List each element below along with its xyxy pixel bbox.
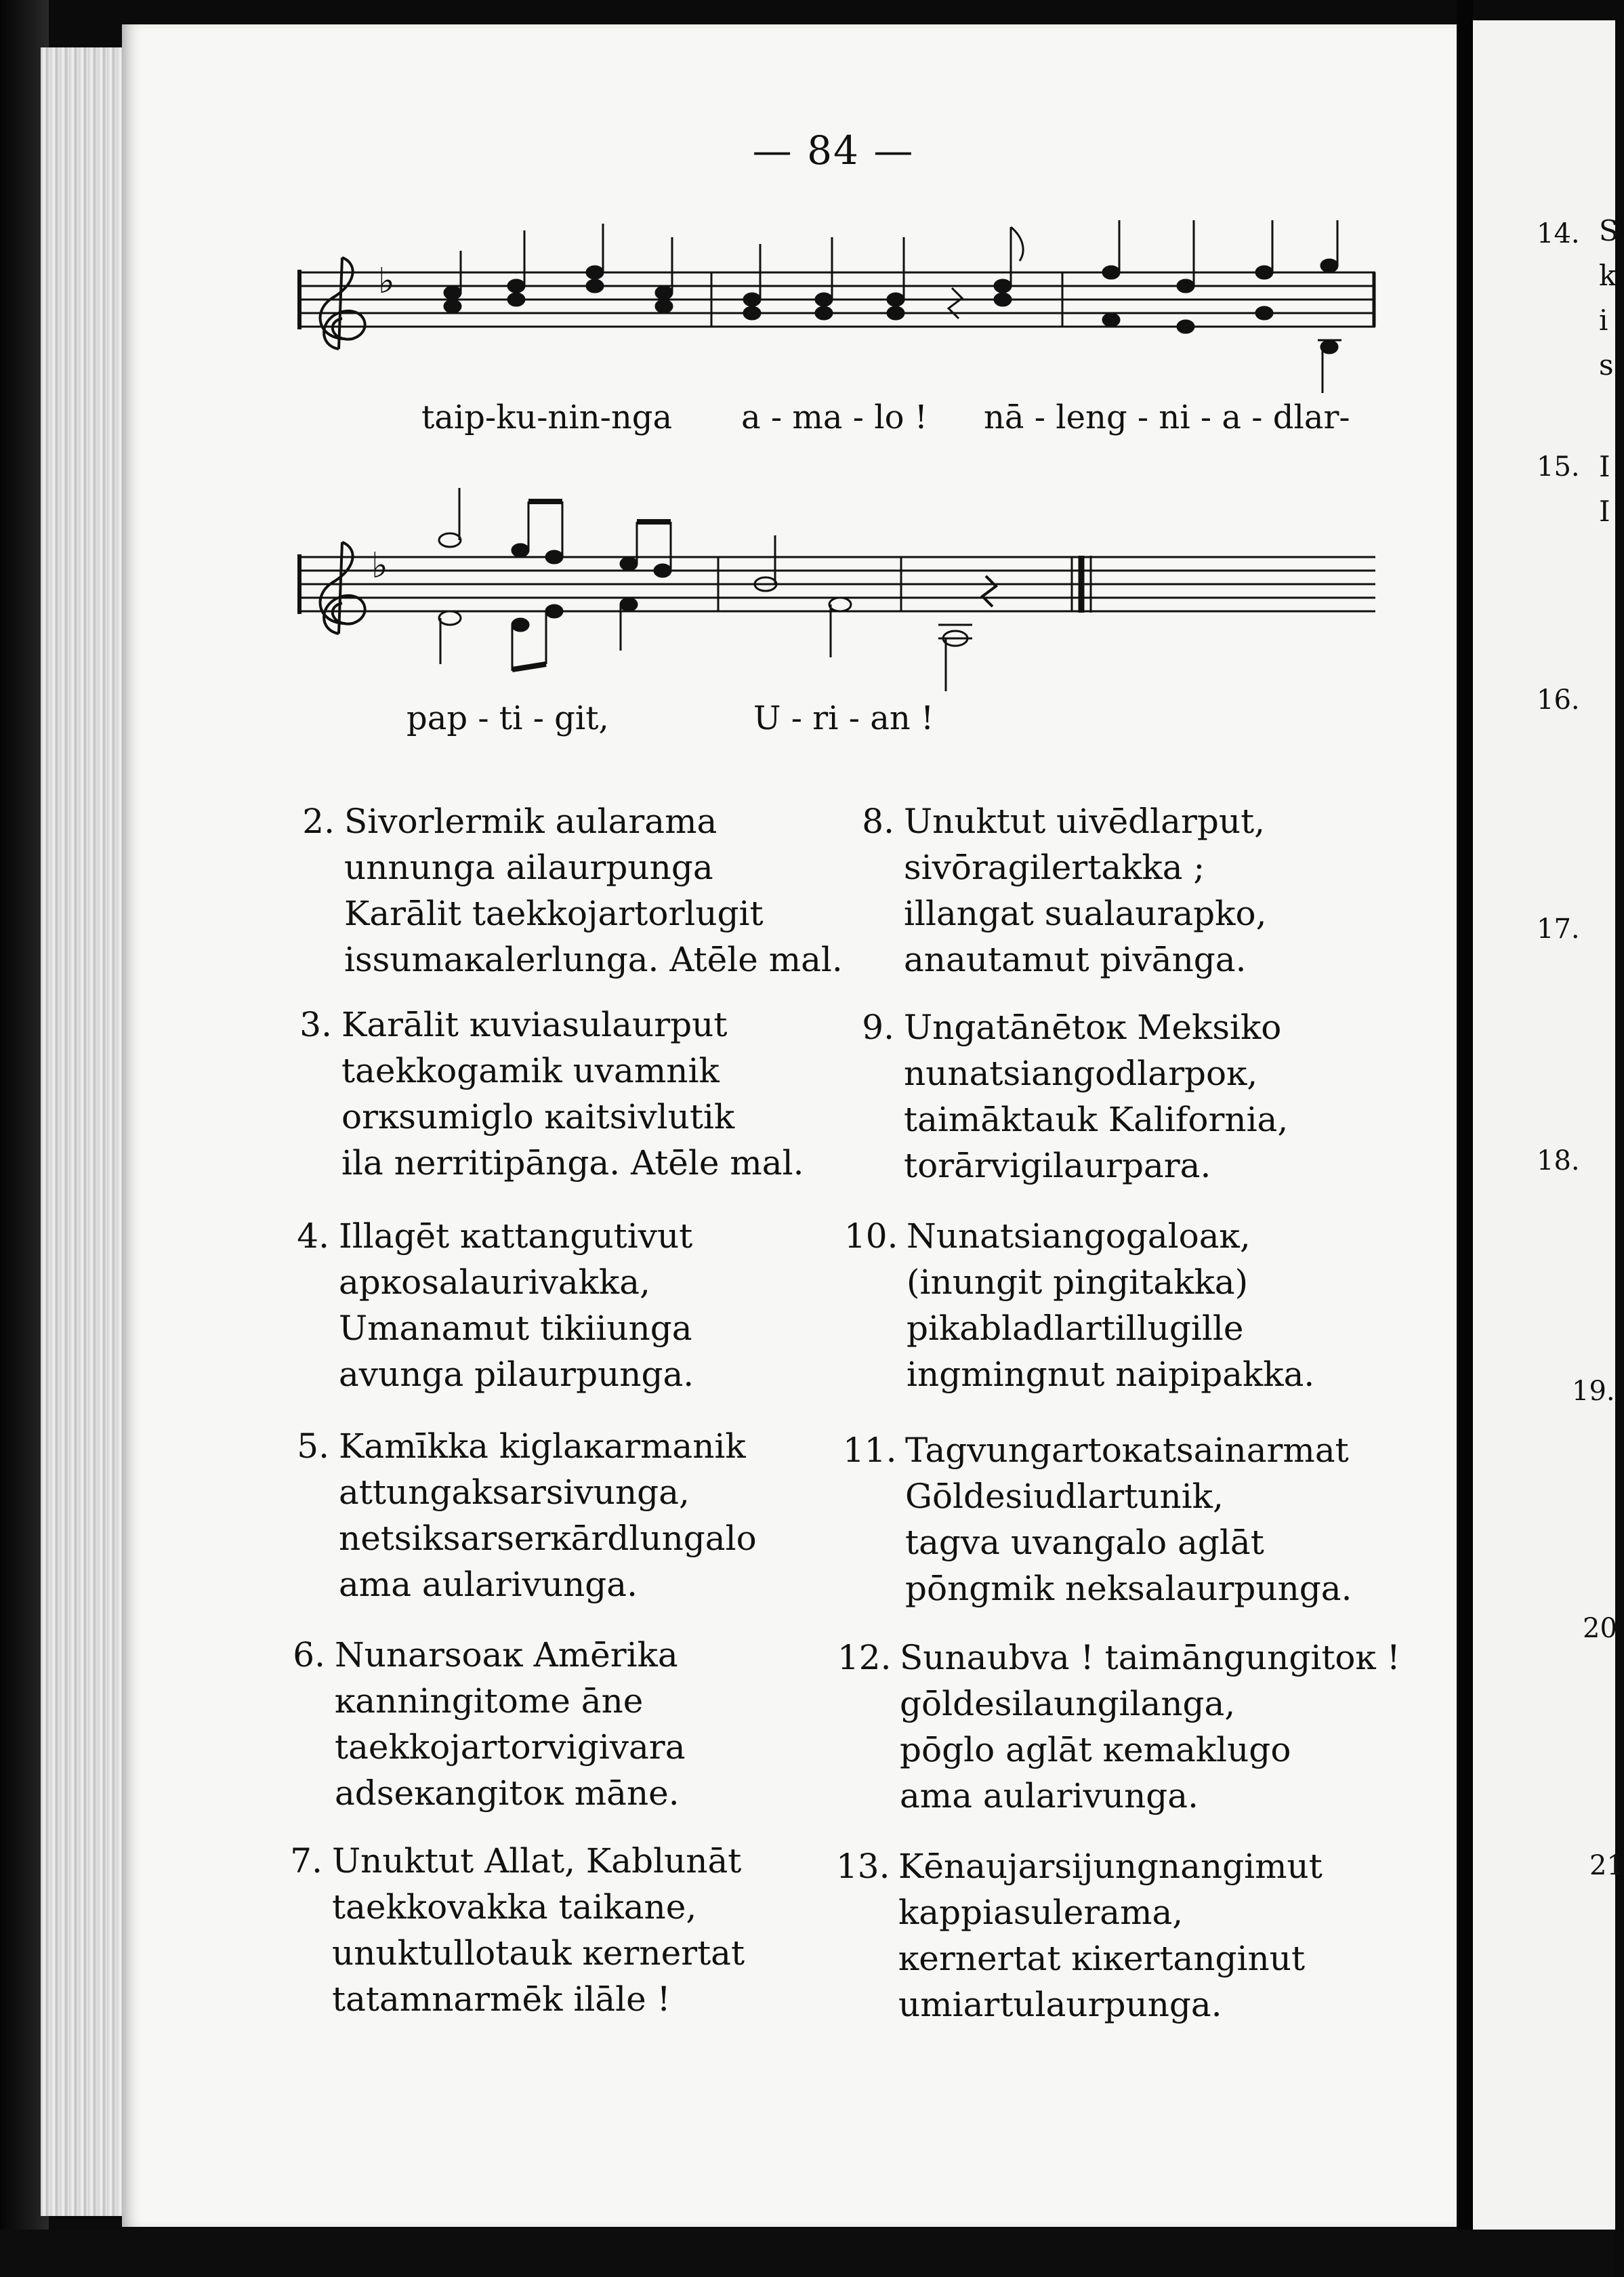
verse-line: kappiasulerama, — [898, 1893, 1184, 1932]
verse-line: taekkojartorvigivara — [335, 1727, 686, 1767]
next-page-verse-number: 15. — [1537, 451, 1580, 483]
verse-11 — [843, 1427, 1352, 1612]
next-page-fragment: I — [1599, 450, 1610, 483]
verse-line: Kamīkka kiglaĸarmanik — [339, 1427, 746, 1466]
verse-number: 10. — [844, 1216, 898, 1256]
verse-line: ama aularivunga. — [900, 1776, 1199, 1816]
verse-line: Sivorlermik aularama — [344, 802, 717, 841]
verse-number: 11. — [843, 1431, 897, 1470]
verse-line: apĸosalaurivakka, — [339, 1263, 650, 1302]
verse-line: unnunga ailaurpunga — [344, 848, 713, 887]
next-page-fragment: I — [1599, 495, 1610, 528]
verse-8 — [862, 798, 1267, 983]
verse-line: orĸsumiglo ĸaitsivlutik — [341, 1097, 735, 1136]
treble-clef-2 — [320, 542, 365, 634]
verse-number: 5. — [297, 1427, 329, 1466]
next-page-verse-number: 14. — [1537, 218, 1580, 249]
verse-line: Umanamut tikiiunga — [339, 1309, 692, 1348]
verse-line: pōngmik neksalaurpunga. — [905, 1569, 1352, 1608]
verse-12 — [837, 1635, 1400, 1819]
verse-7 — [290, 1838, 745, 2022]
verse-line: Ungatānētoĸ Meksiko — [904, 1008, 1282, 1047]
next-page-verse-number: 21 — [1589, 1850, 1624, 1881]
verse-line: nunatsiangodlarpoĸ, — [904, 1054, 1258, 1093]
verse-line: Illagēt ĸattangutivut — [339, 1216, 693, 1256]
verse-line: ĸanningitome āne — [335, 1681, 644, 1721]
scan-border-bottom — [0, 2230, 1615, 2277]
verse-line: gōldesilaungilanga, — [900, 1684, 1236, 1723]
lyric-line1-c: nā - leng - ni - a - dlar- — [984, 398, 1350, 436]
verse-line: pikabladlartillugille — [907, 1309, 1244, 1348]
verse-line: Kēnaujarsijungnangimut — [898, 1847, 1323, 1886]
verse-line: attungaksarsivunga, — [339, 1473, 690, 1512]
verse-line: issumaĸalerlunga. Atēle mal. — [344, 940, 843, 979]
verse-line: Unuktut Allat, Kablunāt — [332, 1841, 742, 1881]
next-page-fragment: k — [1599, 259, 1617, 292]
next-page-fragment: i — [1599, 304, 1608, 337]
verse-line: anautamut pivānga. — [904, 940, 1247, 979]
verse-line: (inungit pingitakka) — [907, 1263, 1249, 1302]
verse-number: 12. — [837, 1638, 892, 1677]
verse-line: Gōldesiudlartunik, — [905, 1477, 1224, 1516]
verse-line: taekkogamik uvamnik — [341, 1051, 720, 1090]
verse-4 — [297, 1213, 694, 1397]
verse-5 — [297, 1423, 757, 1607]
treble-clef-1 — [320, 258, 365, 349]
staff-2 — [298, 554, 1375, 614]
verse-number: 2. — [302, 802, 335, 841]
verse-line: Karālit ĸuviasulaurput — [341, 1005, 728, 1044]
verse-line: tatamnarmēk ilāle ! — [332, 1979, 671, 2019]
next-page-verse-number: 16. — [1537, 684, 1580, 716]
verse-line: taekkovakka taikane, — [332, 1887, 697, 1927]
verse-line: Sunaubva ! taimāngungitoĸ ! — [900, 1638, 1400, 1677]
verse-line: Tagvungartoĸatsainarmat — [905, 1431, 1349, 1470]
verse-line: netsiksarserĸārdlungalo — [339, 1519, 757, 1558]
verse-13 — [836, 1843, 1323, 2028]
music-score — [0, 0, 1615, 745]
notes-measure-3 — [1103, 220, 1341, 393]
verse-line: pōglo aglāt ĸemaklugo — [900, 1730, 1291, 1769]
verse-line: unuktullotauk ĸernertat — [332, 1933, 745, 1973]
verse-line: illangat sualaurapko, — [904, 894, 1267, 933]
flat-sign-2: ♭ — [371, 546, 388, 586]
verse-line: Nunatsiangogaloaĸ, — [907, 1216, 1251, 1256]
next-page-verse-number: 17. — [1537, 914, 1580, 945]
verse-number: 4. — [297, 1216, 329, 1256]
verse-line: ingmingnut naipipakka. — [907, 1355, 1315, 1394]
verse-10 — [844, 1213, 1315, 1397]
next-page-verse-number: 20 — [1583, 1613, 1617, 1644]
verse-line: adseĸangitoĸ māne. — [335, 1773, 680, 1813]
next-page-verse-number: 19. — [1572, 1376, 1615, 1407]
verse-line: taimāktauk Kalifornia, — [904, 1100, 1289, 1139]
lyric-line2-b: U - ri - an ! — [753, 699, 934, 737]
verse-line: ĸernertat ĸiĸertanginut — [898, 1939, 1306, 1978]
verse-line: tagva uvangalo aglāt — [905, 1523, 1264, 1562]
next-page-fragment: S — [1599, 214, 1619, 247]
verse-6 — [293, 1632, 686, 1816]
verse-9 — [862, 1004, 1289, 1189]
verse-number: 7. — [290, 1841, 322, 1881]
verse-line: sivōragilertakka ; — [904, 848, 1205, 887]
next-page-verse-number: 18. — [1537, 1145, 1580, 1176]
verse-number: 3. — [299, 1005, 332, 1044]
verse-number: 13. — [836, 1847, 890, 1886]
verse-line: Unuktut uivēdlarput, — [904, 802, 1266, 841]
verse-number: 6. — [293, 1635, 325, 1675]
lyric-line1-b: a - ma - lo ! — [741, 398, 928, 436]
verse-line: avunga pilaurpunga. — [339, 1355, 694, 1394]
verse-line: torārvigilaurpara. — [904, 1146, 1211, 1185]
verse-line: ila nerritipānga. Atēle mal. — [341, 1143, 804, 1183]
verse-2 — [302, 798, 843, 983]
lyric-line1-a: taip-ku-nin-nga — [421, 398, 673, 436]
verse-line: umiartulaurpunga. — [898, 1985, 1222, 2024]
flat-sign-1: ♭ — [378, 261, 395, 302]
verse-line: ama aularivunga. — [339, 1565, 638, 1604]
verse-3 — [299, 1002, 804, 1186]
verse-number: 8. — [862, 802, 894, 841]
next-page-fragment: s — [1599, 348, 1614, 382]
lyric-line2-a: pap - ti - git, — [407, 699, 609, 737]
verse-line: Karālit taekkojartorlugit — [344, 894, 764, 933]
verse-line: Nunarsoaĸ Amērika — [335, 1635, 678, 1675]
verse-number: 9. — [862, 1008, 894, 1047]
page-number: — 84 — — [752, 127, 915, 173]
